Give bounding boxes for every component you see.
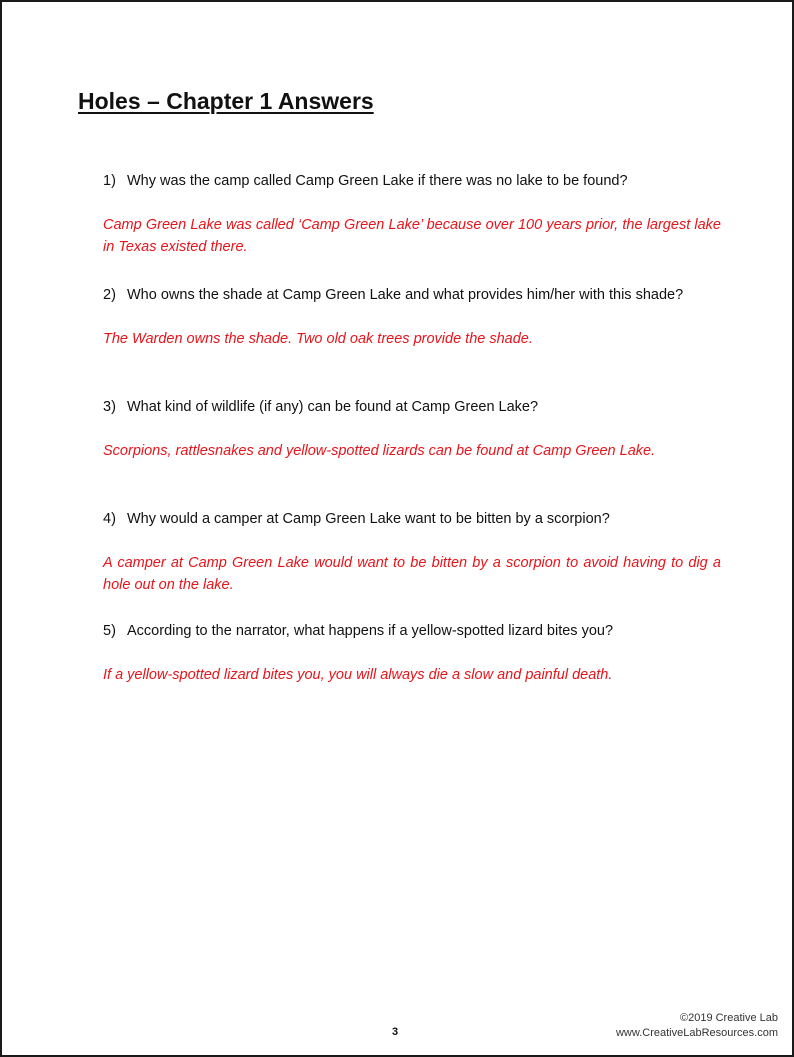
footer-credit xyxy=(616,1011,778,1041)
question-text: Why would a camper at Camp Green Lake want to be bitten by a scorpion? xyxy=(127,511,610,527)
question-3 xyxy=(103,396,721,418)
question-5 xyxy=(103,620,721,642)
website-text: www.CreativeLabResources.com xyxy=(615,1027,778,1039)
answer-4: A camper at Camp Green Lake would want to be bitten by a scorpion to avoid having to dig a hole out on the lake. xyxy=(103,555,721,593)
page-title: Holes – Chapter 1 Answers xyxy=(78,88,374,114)
question-text: What kind of wildlife (if any) can be found at Camp Green Lake? xyxy=(127,399,539,415)
question-text: According to the narrator, what happens if a yellow-spotted lizard bites you? xyxy=(127,623,614,639)
question-block-2 xyxy=(103,284,721,350)
question-block-1 xyxy=(103,170,721,258)
question-block-5 xyxy=(103,620,721,686)
answer-3: Scorpions, rattlesnakes and yellow-spotted lizards can be found at Camp Green Lake. xyxy=(103,443,656,459)
question-block-4 xyxy=(103,508,721,596)
question-number: 3) xyxy=(103,399,116,415)
copyright-text: ©2019 Creative Lab xyxy=(679,1012,778,1024)
question-1 xyxy=(103,170,721,192)
question-4 xyxy=(103,508,721,530)
question-text: Why was the camp called Camp Green Lake if there was no lake to be found? xyxy=(127,173,628,189)
question-number: 4) xyxy=(103,511,116,527)
question-number: 1) xyxy=(103,173,116,189)
answer-2: The Warden owns the shade. Two old oak trees provide the shade. xyxy=(103,331,533,347)
answer-1: Camp Green Lake was called ‘Camp Green Lake’ because over 100 years prior, the largest lake in Texas existed there. xyxy=(103,217,721,255)
question-2 xyxy=(103,284,721,306)
question-text: Who owns the shade at Camp Green Lake and what provides him/her with this shade? xyxy=(127,287,684,303)
question-block-3 xyxy=(103,396,721,462)
question-number: 5) xyxy=(103,623,116,639)
answer-5: If a yellow-spotted lizard bites you, you will always die a slow and painful death. xyxy=(103,667,613,683)
page-number: 3 xyxy=(392,1026,399,1038)
question-number: 2) xyxy=(103,287,116,303)
